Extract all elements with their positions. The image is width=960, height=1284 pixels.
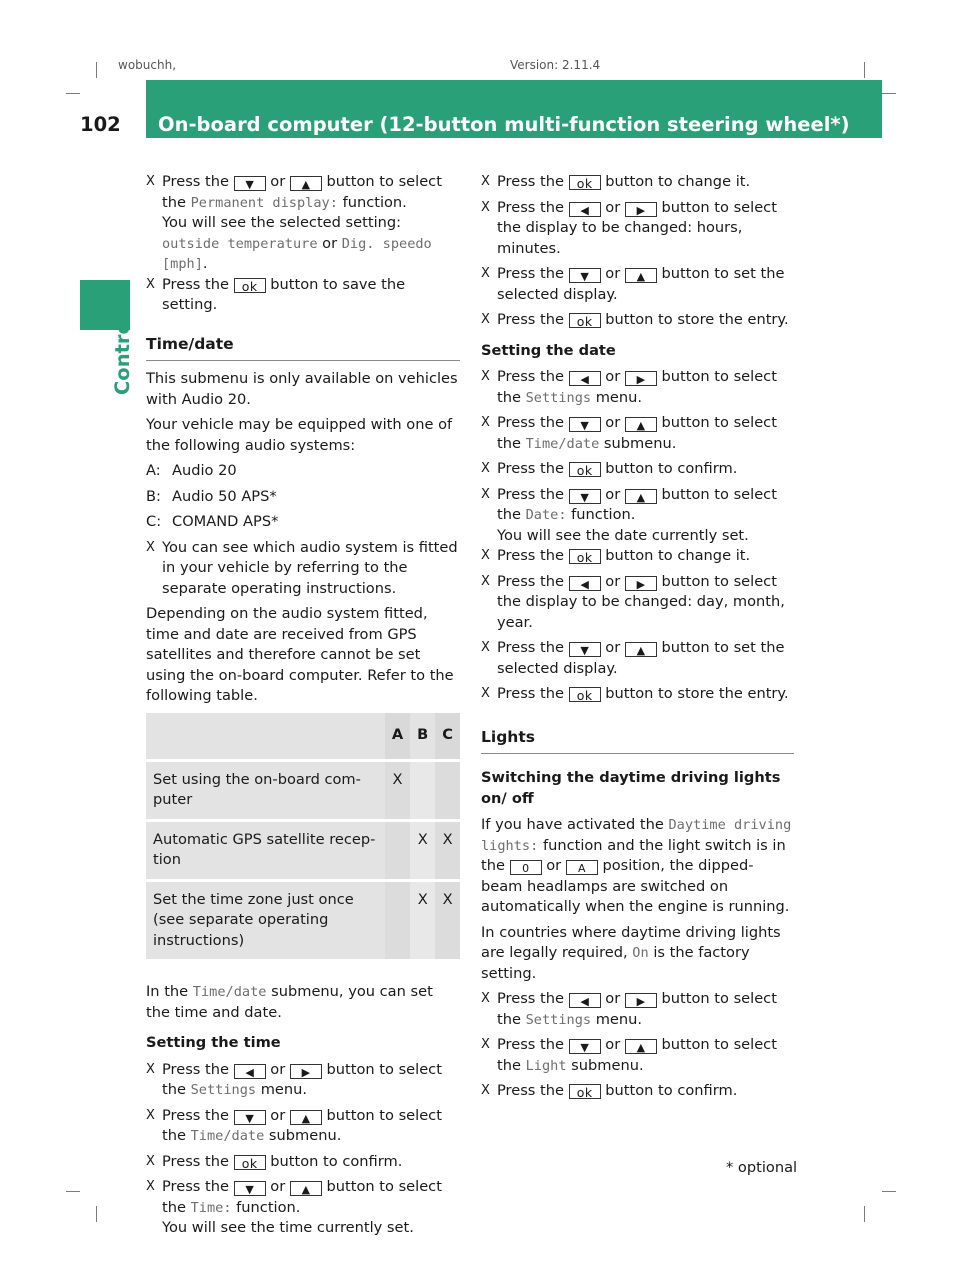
table-row: Automatic GPS satellite recep-tion X X — [146, 822, 460, 882]
step: X Press the ok button to change it. — [481, 546, 794, 567]
ok-button-icon: ok — [569, 1084, 601, 1099]
paragraph: This submenu is only available on vehicles with Audio 20. — [146, 370, 458, 408]
step: X Press the ▼ or ▲ button to select the Light submenu. — [481, 1035, 794, 1076]
note: You will see the time currently set. — [162, 1219, 414, 1236]
down-button-icon: ▼ — [234, 1110, 266, 1125]
paragraph: In the Time/date submenu, you can set the time and date. — [146, 983, 433, 1021]
left-button-icon: ◀ — [569, 993, 601, 1008]
paragraph: If you have activated the Daytime driving lights: function and the light switch is in the 0 or A position, the dipped-beam headlamps are switched on automatically when the engine is running. — [481, 816, 792, 915]
step: X Press the ▼ or ▲ button to set the selected display. — [481, 638, 794, 679]
up-button-icon: ▲ — [625, 417, 657, 432]
step: X Press the ok button to store the entry. — [481, 684, 794, 705]
paragraph: Depending on the audio system fitted, time and date are received from GPS satellites and therefore cannot be set using the on-board computer. Refer to the following table. — [146, 605, 454, 704]
step: X Press the ok button to save the setting. — [146, 275, 460, 316]
step: X Press the ◀ or ▶ button to select the display to be changed: day, month, year. — [481, 572, 794, 634]
up-button-icon: ▲ — [290, 1110, 322, 1125]
ok-button-icon: ok — [234, 1155, 266, 1170]
table-header-row — [146, 713, 460, 762]
step: X You can see which audio system is fitted in your vehicle by referring to the separate operating instructions. — [146, 538, 460, 600]
light-switch-zero-icon: 0 — [510, 860, 542, 875]
paragraph: In countries where daytime driving lights are legally required, On is the factory setting. — [481, 923, 781, 982]
up-button-icon: ▲ — [625, 268, 657, 283]
step: X Press the ok button to change it. — [481, 172, 794, 193]
step: X Press the ok button to confirm. — [146, 1152, 460, 1173]
heading-setting-time: Setting the time — [146, 1034, 281, 1051]
footnote: * optional — [726, 1159, 798, 1176]
down-button-icon: ▼ — [569, 417, 601, 432]
step: X Press the ▼ or ▲ button to select the Time/date submenu. — [481, 413, 794, 454]
side-tab-controls: Controls — [111, 302, 134, 395]
step: X Press the ok button to confirm. — [481, 459, 794, 480]
crop-mark — [882, 93, 896, 94]
crop-mark — [66, 1191, 80, 1192]
ok-button-icon: ok — [569, 175, 601, 190]
page-title: On-board computer (12-button multi-function steering wheel*) — [158, 113, 850, 136]
column-header: A — [385, 713, 410, 762]
down-button-icon: ▼ — [234, 1181, 266, 1196]
down-button-icon: ▼ — [569, 1039, 601, 1054]
step: X Press the ▼ or ▲ button to select the Date: function. — [481, 485, 794, 526]
column-header: C — [435, 713, 460, 762]
down-button-icon: ▼ — [569, 489, 601, 504]
gps-table — [146, 713, 460, 963]
left-button-icon: ◀ — [569, 576, 601, 591]
table-row: Set the time zone just once (see separate operating instructions) X X — [146, 882, 460, 963]
crop-mark — [96, 1206, 97, 1222]
left-column — [146, 172, 460, 1239]
right-button-icon: ▶ — [290, 1064, 322, 1079]
right-button-icon: ▶ — [625, 371, 657, 386]
heading-time-date: Time/date — [146, 334, 460, 362]
audio-system-item: A: Audio 20 — [146, 462, 237, 479]
column-header: B — [410, 713, 435, 762]
audio-system-item: C: COMAND APS* — [146, 513, 279, 530]
crop-mark — [882, 1191, 896, 1192]
step: X Press the ▼ or ▲ button to select the Time: function. — [146, 1177, 460, 1218]
left-button-icon: ◀ — [234, 1064, 266, 1079]
step: X Press the ◀ or ▶ button to select the display to be changed: hours, minutes. — [481, 198, 794, 260]
crop-mark — [66, 93, 80, 94]
ok-button-icon: ok — [569, 549, 601, 564]
audio-system-item: B: Audio 50 APS* — [146, 487, 277, 505]
right-button-icon: ▶ — [625, 202, 657, 217]
ok-button-icon: ok — [569, 687, 601, 702]
meta-left: wobuchh, — [118, 58, 177, 72]
step: X Press the ◀ or ▶ button to select the Settings menu. — [481, 989, 794, 1030]
ok-button-icon: ok — [569, 462, 601, 477]
ok-button-icon: ok — [234, 278, 266, 293]
right-button-icon: ▶ — [625, 576, 657, 591]
right-column — [481, 172, 794, 1107]
step: X Press the ▼ or ▲ button to set the selected display. — [481, 264, 794, 305]
ok-button-icon: ok — [569, 313, 601, 328]
light-switch-auto-icon: A — [566, 860, 598, 875]
left-button-icon: ◀ — [569, 371, 601, 386]
up-button-icon: ▲ — [290, 1181, 322, 1196]
step: X Press the ▼ or ▲ button to select the Permanent display: function. — [146, 172, 460, 213]
paragraph: Your vehicle may be equipped with one of the following audio systems: — [146, 416, 453, 454]
down-button-icon: ▼ — [569, 268, 601, 283]
crop-mark — [96, 62, 97, 78]
heading-setting-date: Setting the date — [481, 341, 616, 359]
table-row: Set using the on-board com-puter X — [146, 762, 460, 822]
down-button-icon: ▼ — [234, 176, 266, 191]
left-button-icon: ◀ — [569, 202, 601, 217]
up-button-icon: ▲ — [290, 176, 322, 191]
step: X Press the ◀ or ▶ button to select the Settings menu. — [146, 1060, 460, 1101]
heading-daytime-lights: Switching the daytime driving lights on/ off — [481, 769, 781, 807]
meta-right: Version: 2.11.4 — [510, 58, 601, 72]
step: X Press the ok button to store the entry. — [481, 310, 794, 331]
heading-lights: Lights — [481, 727, 794, 755]
up-button-icon: ▲ — [625, 489, 657, 504]
page-number: 102 — [80, 113, 121, 136]
step: X Press the ▼ or ▲ button to select the Time/date submenu. — [146, 1106, 460, 1147]
down-button-icon: ▼ — [569, 642, 601, 657]
step: X Press the ◀ or ▶ button to select the Settings menu. — [481, 367, 794, 408]
up-button-icon: ▲ — [625, 1039, 657, 1054]
crop-mark — [864, 62, 865, 78]
right-button-icon: ▶ — [625, 993, 657, 1008]
crop-mark — [864, 1206, 865, 1222]
note: You will see the date currently set. — [497, 526, 749, 544]
step: X Press the ok button to confirm. — [481, 1081, 794, 1102]
note: You will see the selected setting: outside temperature or Dig. speedo [mph]. — [162, 214, 432, 272]
up-button-icon: ▲ — [625, 642, 657, 657]
